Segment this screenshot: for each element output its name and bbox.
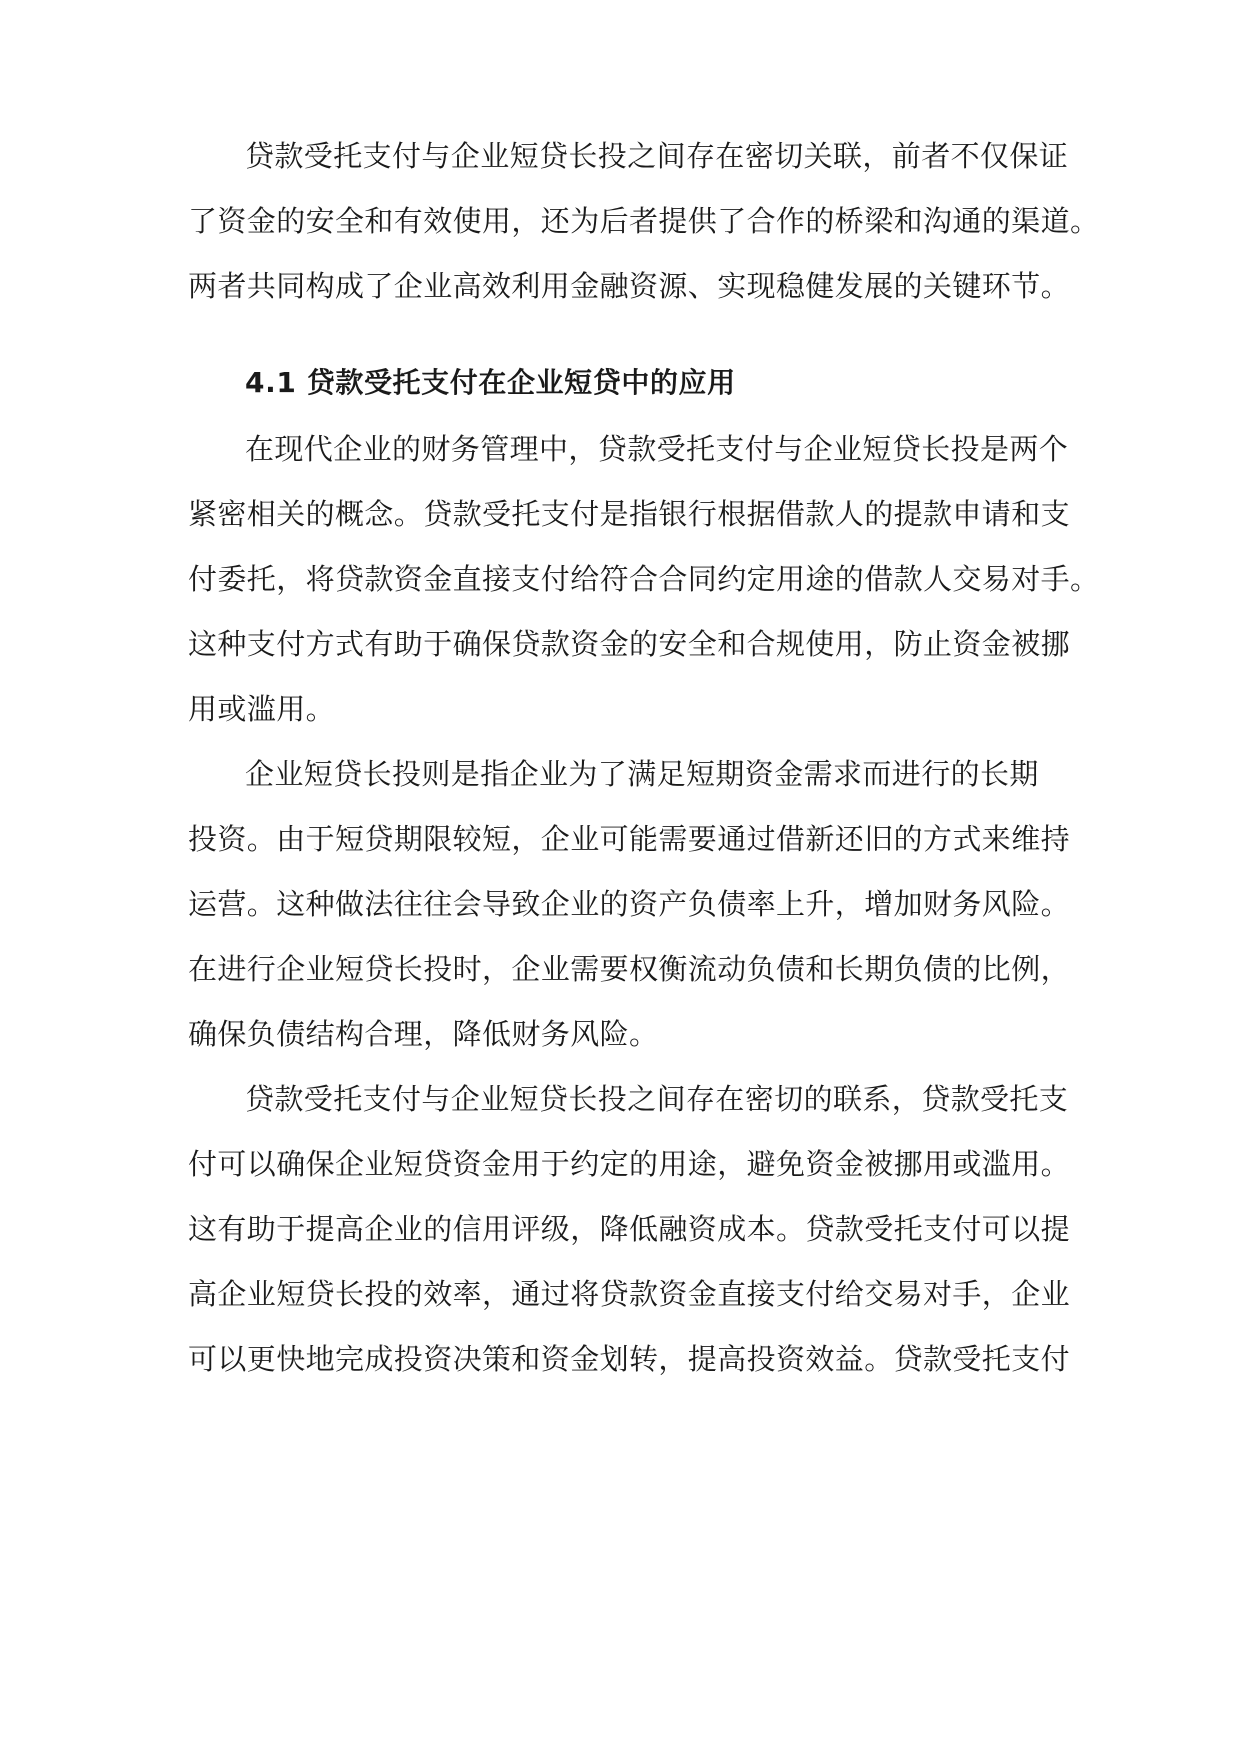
paragraph-1-line-3: 两者共同构成了企业高效利用金融资源、实现稳健发展的关键环节。: [188, 269, 1071, 303]
section-paragraph-2-line-2: 投资。由于短贷期限较短，企业可能需要通过借新还旧的方式来维持: [188, 822, 1071, 856]
section-paragraph-3-line-2: 付可以确保企业短贷资金用于约定的用途，避免资金被挪用或滥用。: [188, 1147, 1071, 1181]
section-paragraph-2-line-3: 运营。这种做法往往会导致企业的资产负债率上升，增加财务风险。: [188, 887, 1071, 921]
section-paragraph-1-line-4: 这种支付方式有助于确保贷款资金的安全和合规使用，防止资金被挪: [188, 627, 1071, 661]
paragraph-1-line-2: 了资金的安全和有效使用，还为后者提供了合作的桥梁和沟通的渠道。: [188, 204, 1100, 238]
section-paragraph-1-line-2: 紧密相关的概念。贷款受托支付是指银行根据借款人的提款申请和支: [188, 497, 1071, 531]
section-paragraph-2-line-1: 企业短贷长投则是指企业为了满足短期资金需求而进行的长期: [245, 757, 1039, 791]
paragraph-1-line-1: 贷款受托支付与企业短贷长投之间存在密切关联，前者不仅保证: [245, 139, 1069, 173]
section-paragraph-3-line-3: 这有助于提高企业的信用评级，降低融资成本。贷款受托支付可以提: [188, 1212, 1071, 1246]
section-paragraph-3-line-4: 高企业短贷长投的效率，通过将贷款资金直接支付给交易对手，企业: [188, 1277, 1071, 1311]
section-paragraph-3-line-5: 可以更快地完成投资决策和资金划转，提高投资效益。贷款受托支付: [188, 1342, 1071, 1376]
section-paragraph-2-line-5: 确保负债结构合理，降低财务风险。: [188, 1017, 659, 1051]
section-paragraph-2-line-4: 在进行企业短贷长投时，企业需要权衡流动负债和长期负债的比例，: [188, 952, 1071, 986]
section-paragraph-1-line-1: 在现代企业的财务管理中，贷款受托支付与企业短贷长投是两个: [245, 432, 1069, 466]
section-paragraph-1-line-5: 用或滥用。: [188, 692, 336, 726]
section-paragraph-3-line-1: 贷款受托支付与企业短贷长投之间存在密切的联系，贷款受托支: [245, 1082, 1069, 1116]
section-heading: 4.1 贷款受托支付在企业短贷中的应用: [245, 366, 736, 399]
section-paragraph-1-line-3: 付委托，将贷款资金直接支付给符合合同约定用途的借款人交易对手。: [188, 562, 1100, 596]
